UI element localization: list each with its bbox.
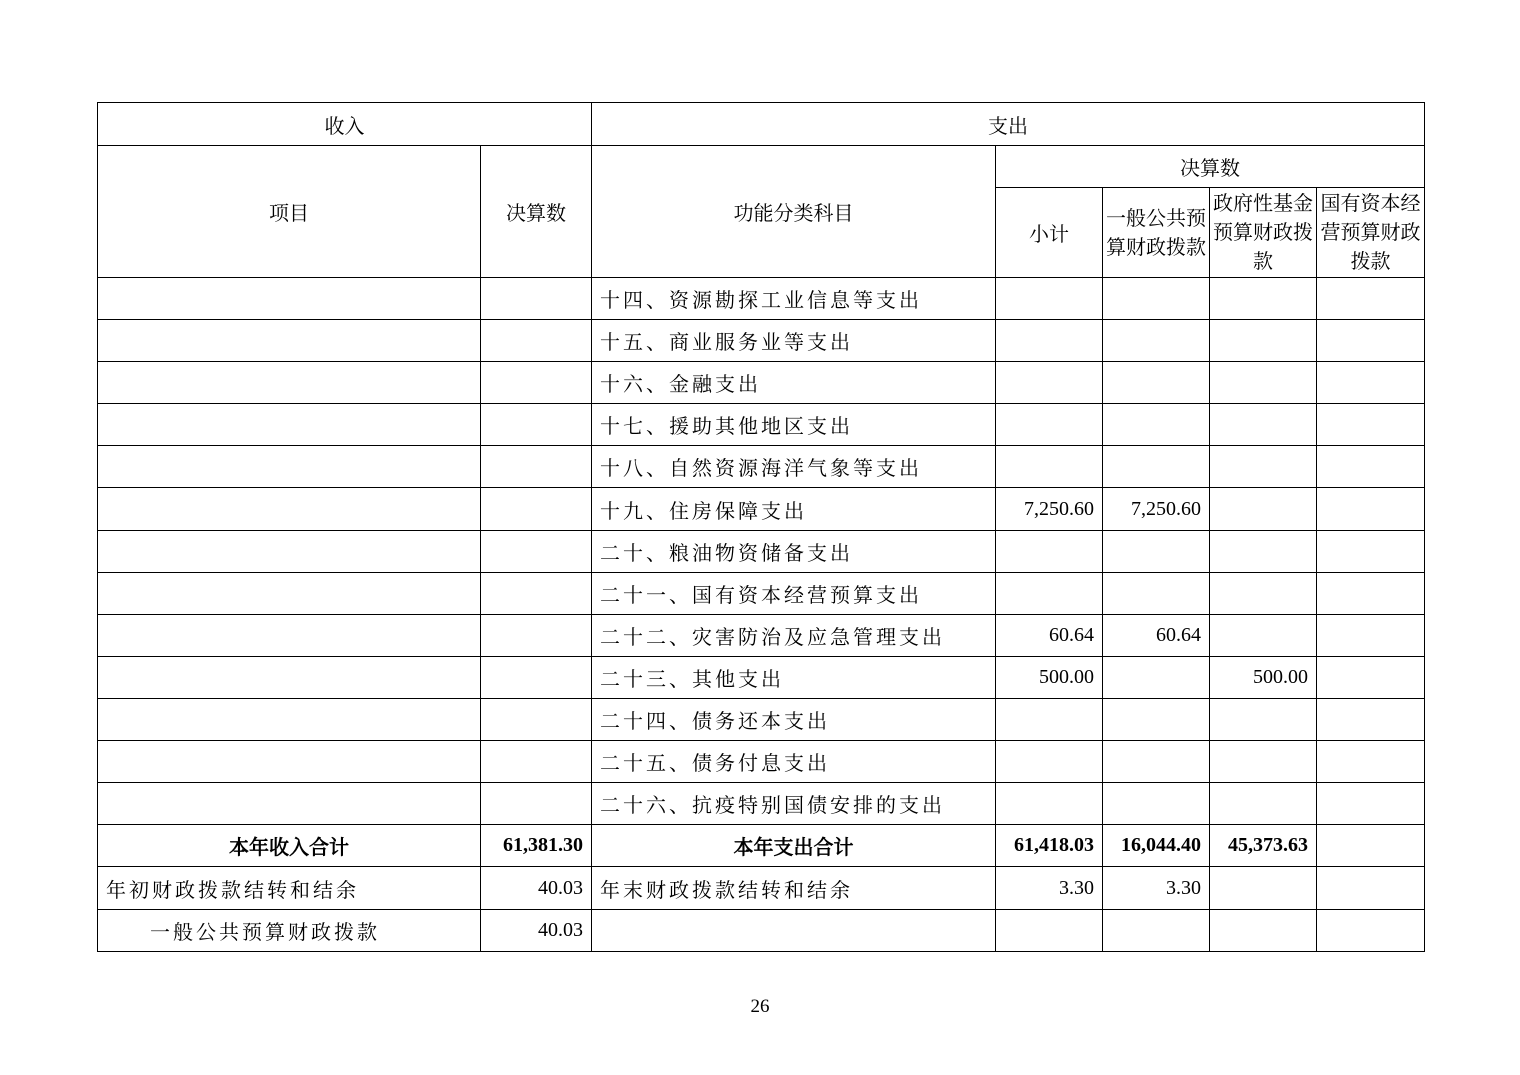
item-cell xyxy=(98,488,481,531)
fund-cell xyxy=(1210,362,1317,404)
table-row xyxy=(98,488,1425,531)
fund-cell xyxy=(1210,278,1317,320)
general-cell xyxy=(1103,699,1210,741)
category-cell: 十六、金融支出 xyxy=(592,362,996,404)
table-row xyxy=(98,741,1425,783)
subtotal-cell: 60.64 xyxy=(996,615,1103,657)
item-cell xyxy=(98,320,481,362)
begin-carryover-label: 年初财政拨款结转和结余 xyxy=(98,867,481,910)
table-row xyxy=(98,362,1425,404)
carryover-row xyxy=(98,867,1425,910)
income-header: 收入 xyxy=(98,103,592,146)
table-row xyxy=(98,446,1425,488)
fund-cell xyxy=(1210,446,1317,488)
general-budget-label: 一般公共预算财政拨款 xyxy=(98,910,481,952)
table-row xyxy=(98,783,1425,825)
general-cell xyxy=(1103,320,1210,362)
general-cell xyxy=(1103,657,1210,699)
header-row-1 xyxy=(98,103,1425,146)
item-cell xyxy=(98,404,481,446)
subtotal-cell xyxy=(996,362,1103,404)
general-cell: 7,250.60 xyxy=(1103,488,1210,531)
category-cell: 二十三、其他支出 xyxy=(592,657,996,699)
capital-cell xyxy=(1317,278,1425,320)
amount-cell xyxy=(481,699,592,741)
function-category-header: 功能分类科目 xyxy=(592,146,996,278)
item-cell xyxy=(98,657,481,699)
subtotal-cell xyxy=(996,278,1103,320)
amount-cell xyxy=(481,278,592,320)
capital-cell xyxy=(1317,488,1425,531)
subtotal-cell xyxy=(996,446,1103,488)
end-carryover-general: 3.30 xyxy=(1103,867,1210,910)
subtotal-cell xyxy=(996,783,1103,825)
page-number: 26 xyxy=(750,996,770,1017)
gov-fund-header: 政府性基金预算财政拨款 xyxy=(1210,188,1317,278)
table-row xyxy=(98,615,1425,657)
general-public-header: 一般公共预算财政拨款 xyxy=(1103,188,1210,278)
category-cell: 十五、商业服务业等支出 xyxy=(592,320,996,362)
amount-cell xyxy=(481,783,592,825)
income-total-amount: 61,381.30 xyxy=(481,825,592,867)
amount-cell xyxy=(481,488,592,531)
subtotal-cell xyxy=(996,404,1103,446)
general-budget-amount: 40.03 xyxy=(481,910,592,952)
expenditure-total-label: 本年支出合计 xyxy=(592,825,996,867)
general-budget-row xyxy=(98,910,1425,952)
category-cell: 二十二、灾害防治及应急管理支出 xyxy=(592,615,996,657)
end-carryover-capital xyxy=(1317,867,1425,910)
fund-cell xyxy=(1210,615,1317,657)
amount-cell xyxy=(481,404,592,446)
totals-row xyxy=(98,825,1425,867)
item-cell xyxy=(98,573,481,615)
final-amount-header: 决算数 xyxy=(481,146,592,278)
general-cell xyxy=(1103,573,1210,615)
end-carryover-subtotal: 3.30 xyxy=(996,867,1103,910)
item-cell xyxy=(98,741,481,783)
item-cell xyxy=(98,615,481,657)
item-cell xyxy=(98,362,481,404)
fund-cell xyxy=(1210,741,1317,783)
fund-cell xyxy=(1210,404,1317,446)
empty-cell xyxy=(996,910,1103,952)
table-row xyxy=(98,531,1425,573)
amount-cell xyxy=(481,362,592,404)
category-cell: 二十、粮油物资储备支出 xyxy=(592,531,996,573)
amount-cell xyxy=(481,741,592,783)
capital-cell xyxy=(1317,404,1425,446)
table-row xyxy=(98,278,1425,320)
header-row-2 xyxy=(98,146,1425,188)
general-cell xyxy=(1103,362,1210,404)
subtotal-cell xyxy=(996,531,1103,573)
item-cell xyxy=(98,699,481,741)
final-amount-group-header: 决算数 xyxy=(996,146,1425,188)
fund-cell xyxy=(1210,783,1317,825)
fund-cell xyxy=(1210,531,1317,573)
item-cell xyxy=(98,783,481,825)
expenditure-total-general: 16,044.40 xyxy=(1103,825,1210,867)
capital-cell xyxy=(1317,573,1425,615)
fund-cell xyxy=(1210,488,1317,531)
item-cell xyxy=(98,531,481,573)
capital-cell xyxy=(1317,615,1425,657)
expenditure-header: 支出 xyxy=(592,103,1425,146)
empty-cell xyxy=(1103,910,1210,952)
subtotal-cell xyxy=(996,320,1103,362)
fund-cell xyxy=(1210,699,1317,741)
capital-cell xyxy=(1317,741,1425,783)
general-cell xyxy=(1103,278,1210,320)
fund-cell: 500.00 xyxy=(1210,657,1317,699)
state-capital-header: 国有资本经营预算财政拨款 xyxy=(1317,188,1425,278)
table-row xyxy=(98,404,1425,446)
empty-cell xyxy=(1210,910,1317,952)
subtotal-header: 小计 xyxy=(996,188,1103,278)
subtotal-cell: 7,250.60 xyxy=(996,488,1103,531)
capital-cell xyxy=(1317,320,1425,362)
subtotal-cell: 500.00 xyxy=(996,657,1103,699)
begin-carryover-amount: 40.03 xyxy=(481,867,592,910)
capital-cell xyxy=(1317,531,1425,573)
general-cell xyxy=(1103,741,1210,783)
capital-cell xyxy=(1317,699,1425,741)
category-cell: 二十五、债务付息支出 xyxy=(592,741,996,783)
table-row xyxy=(98,699,1425,741)
table-row xyxy=(98,657,1425,699)
end-carryover-label: 年末财政拨款结转和结余 xyxy=(592,867,996,910)
amount-cell xyxy=(481,615,592,657)
category-cell: 十九、住房保障支出 xyxy=(592,488,996,531)
item-header: 项目 xyxy=(98,146,481,278)
category-cell: 二十一、国有资本经营预算支出 xyxy=(592,573,996,615)
subtotal-cell xyxy=(996,699,1103,741)
general-cell xyxy=(1103,404,1210,446)
end-carryover-fund xyxy=(1210,867,1317,910)
expenditure-total-capital xyxy=(1317,825,1425,867)
item-cell xyxy=(98,278,481,320)
expenditure-total-fund: 45,373.63 xyxy=(1210,825,1317,867)
general-cell xyxy=(1103,531,1210,573)
table-row xyxy=(98,573,1425,615)
category-cell: 十七、援助其他地区支出 xyxy=(592,404,996,446)
general-cell xyxy=(1103,783,1210,825)
table-row xyxy=(98,320,1425,362)
subtotal-cell xyxy=(996,573,1103,615)
subtotal-cell xyxy=(996,741,1103,783)
capital-cell xyxy=(1317,657,1425,699)
amount-cell xyxy=(481,573,592,615)
category-cell: 十四、资源勘探工业信息等支出 xyxy=(592,278,996,320)
financial-table xyxy=(97,102,1425,952)
amount-cell xyxy=(481,320,592,362)
general-cell xyxy=(1103,446,1210,488)
fund-cell xyxy=(1210,320,1317,362)
category-cell: 二十四、债务还本支出 xyxy=(592,699,996,741)
category-cell: 二十六、抗疫特别国债安排的支出 xyxy=(592,783,996,825)
item-cell xyxy=(98,446,481,488)
capital-cell xyxy=(1317,783,1425,825)
fund-cell xyxy=(1210,573,1317,615)
capital-cell xyxy=(1317,362,1425,404)
amount-cell xyxy=(481,446,592,488)
expenditure-total-subtotal: 61,418.03 xyxy=(996,825,1103,867)
capital-cell xyxy=(1317,446,1425,488)
income-total-label: 本年收入合计 xyxy=(98,825,481,867)
empty-cell xyxy=(1317,910,1425,952)
empty-cell xyxy=(592,910,996,952)
general-cell: 60.64 xyxy=(1103,615,1210,657)
category-cell: 十八、自然资源海洋气象等支出 xyxy=(592,446,996,488)
amount-cell xyxy=(481,657,592,699)
amount-cell xyxy=(481,531,592,573)
